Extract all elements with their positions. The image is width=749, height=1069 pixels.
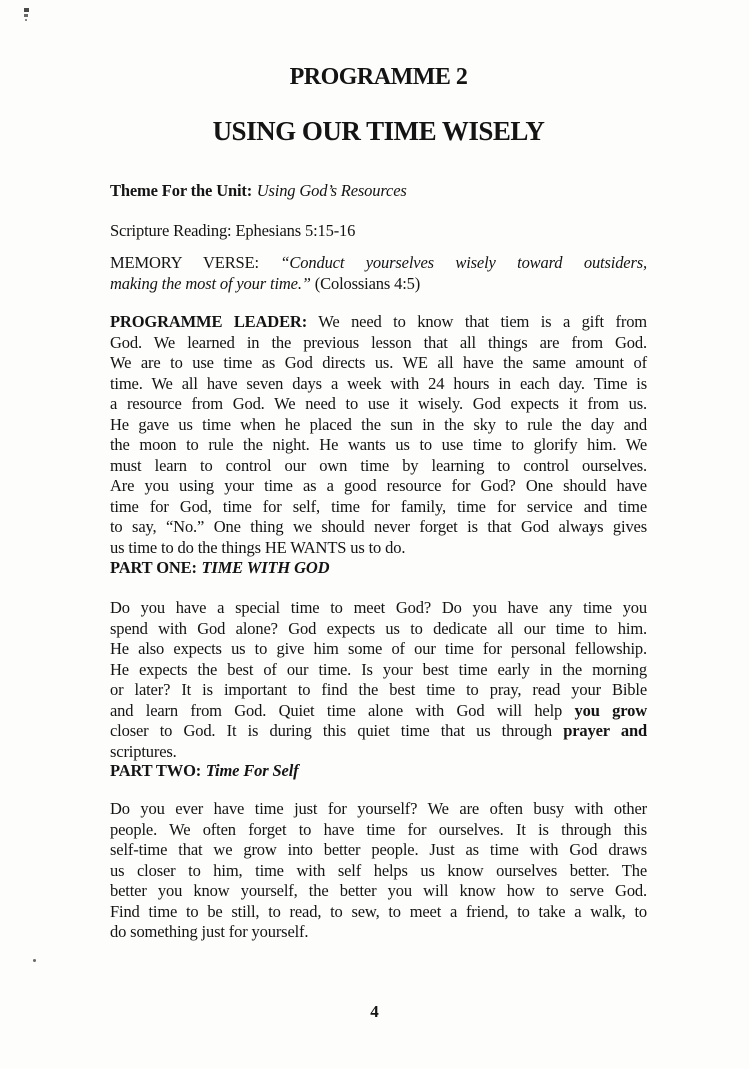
theme-value: Using God’s Resources xyxy=(256,181,407,200)
text-line: the moon to rule the night. He wants us to use time to glorify him. We xyxy=(110,435,647,454)
programme-heading: PROGRAMME 2 xyxy=(289,64,468,90)
scan-artifact xyxy=(24,8,29,12)
page-number: 4 xyxy=(370,1002,379,1021)
text-line: scriptures. xyxy=(110,741,177,761)
theme-line xyxy=(110,181,647,202)
text-line: to say, “No.” One thing we should never forget is that God always gives xyxy=(110,517,647,536)
text-line: us closer to him, time with self helps us know ourselves better. The xyxy=(110,860,647,880)
text-line: time for God, time for self, time for family, time for service and time xyxy=(110,496,647,516)
text-run: We need to know that tiem is a gift from xyxy=(307,312,647,331)
memory-verse xyxy=(110,253,647,294)
memory-verse-label: MEMORY VERSE: xyxy=(110,253,259,272)
text-line: or later? It is important to find the best time to pray, read your Bible xyxy=(110,680,647,699)
part-one-paragraph xyxy=(110,598,647,762)
scan-artifact xyxy=(33,959,36,962)
text-line xyxy=(110,253,647,274)
memory-verse-text: “Conduct yourselves wisely toward outsiders, xyxy=(258,253,647,272)
text-line xyxy=(110,721,647,742)
bold-run: you grow xyxy=(574,700,647,720)
scan-artifact xyxy=(24,14,28,17)
text-line: Do you have a special time to meet God? Do you have any time you xyxy=(110,598,647,617)
memory-verse-reference: (Colossians 4:5) xyxy=(310,273,421,293)
text-line: God. We learned in the previous lesson that all things are from God. xyxy=(110,332,647,352)
text-line: We are to use time as God directs us. WE all have the same amount of xyxy=(110,353,647,372)
text-line: Find time to be still, to read, to sew, to meet a friend, to take a walk, to xyxy=(110,901,647,921)
text-line: better you know yourself, the better you will know how to serve God. xyxy=(110,881,647,900)
text-line: time. We all have seven days a week with 24 hours in each day. Time is xyxy=(110,373,647,393)
text-line xyxy=(110,701,647,722)
text-line: a resource from God. We need to use it wisely. God expects it from us. xyxy=(110,394,647,413)
part-title: Time For Self xyxy=(205,761,299,780)
text-line: people. We often forget to have time for ourselves. It is through this xyxy=(110,819,647,839)
text-line: Do you ever have time just for yourself? We are often busy with other xyxy=(110,799,647,818)
text-line xyxy=(110,312,647,333)
programme-leader-paragraph xyxy=(110,312,647,558)
part-title: TIME WITH GOD xyxy=(201,558,330,577)
scan-artifact xyxy=(25,19,27,21)
text-run: closer to God. It is during this quiet time that us through xyxy=(110,721,564,740)
text-line: He expects the best of our time. Is your best time early in the morning xyxy=(110,659,647,679)
text-line: Are you using your time as a good resource for God? One should have xyxy=(110,476,647,495)
text-line: He gave us time when he placed the sun in the sky to rule the day and xyxy=(110,414,647,434)
text-line: us time to do the things HE WANTS us to do. xyxy=(110,537,406,557)
part-two-paragraph xyxy=(110,799,647,943)
text-run: and learn from God. Quiet time alone with God will help xyxy=(110,700,575,720)
scripture-line xyxy=(110,221,647,242)
bold-run: prayer and xyxy=(563,721,648,740)
text-line: He also expects us to give him some of our time for personal fellowship. xyxy=(110,639,647,658)
text-line xyxy=(110,274,647,295)
text-line: do something just for yourself. xyxy=(110,922,309,941)
theme-label: Theme For the Unit: xyxy=(110,181,253,200)
part-one-heading xyxy=(110,558,647,579)
text-line: must learn to control our own time by learning to control ourselves. xyxy=(110,455,647,475)
text-line: spend with God alone? God expects us to dedicate all our time to him. xyxy=(110,618,647,638)
part-label: PART ONE: xyxy=(110,558,197,577)
text-line: self-time that we grow into better people. Just as time with God draws xyxy=(110,840,647,859)
memory-verse-text: making the most of your time.” xyxy=(110,273,311,293)
part-label: PART TWO: xyxy=(110,761,202,780)
part-two-heading xyxy=(110,761,647,782)
unit-title-heading: USING OUR TIME WISELY xyxy=(212,116,545,146)
paragraph-lead: PROGRAMME LEADER: xyxy=(110,312,308,331)
scripture-text: Scripture Reading: Ephesians 5:15-16 xyxy=(110,221,356,240)
